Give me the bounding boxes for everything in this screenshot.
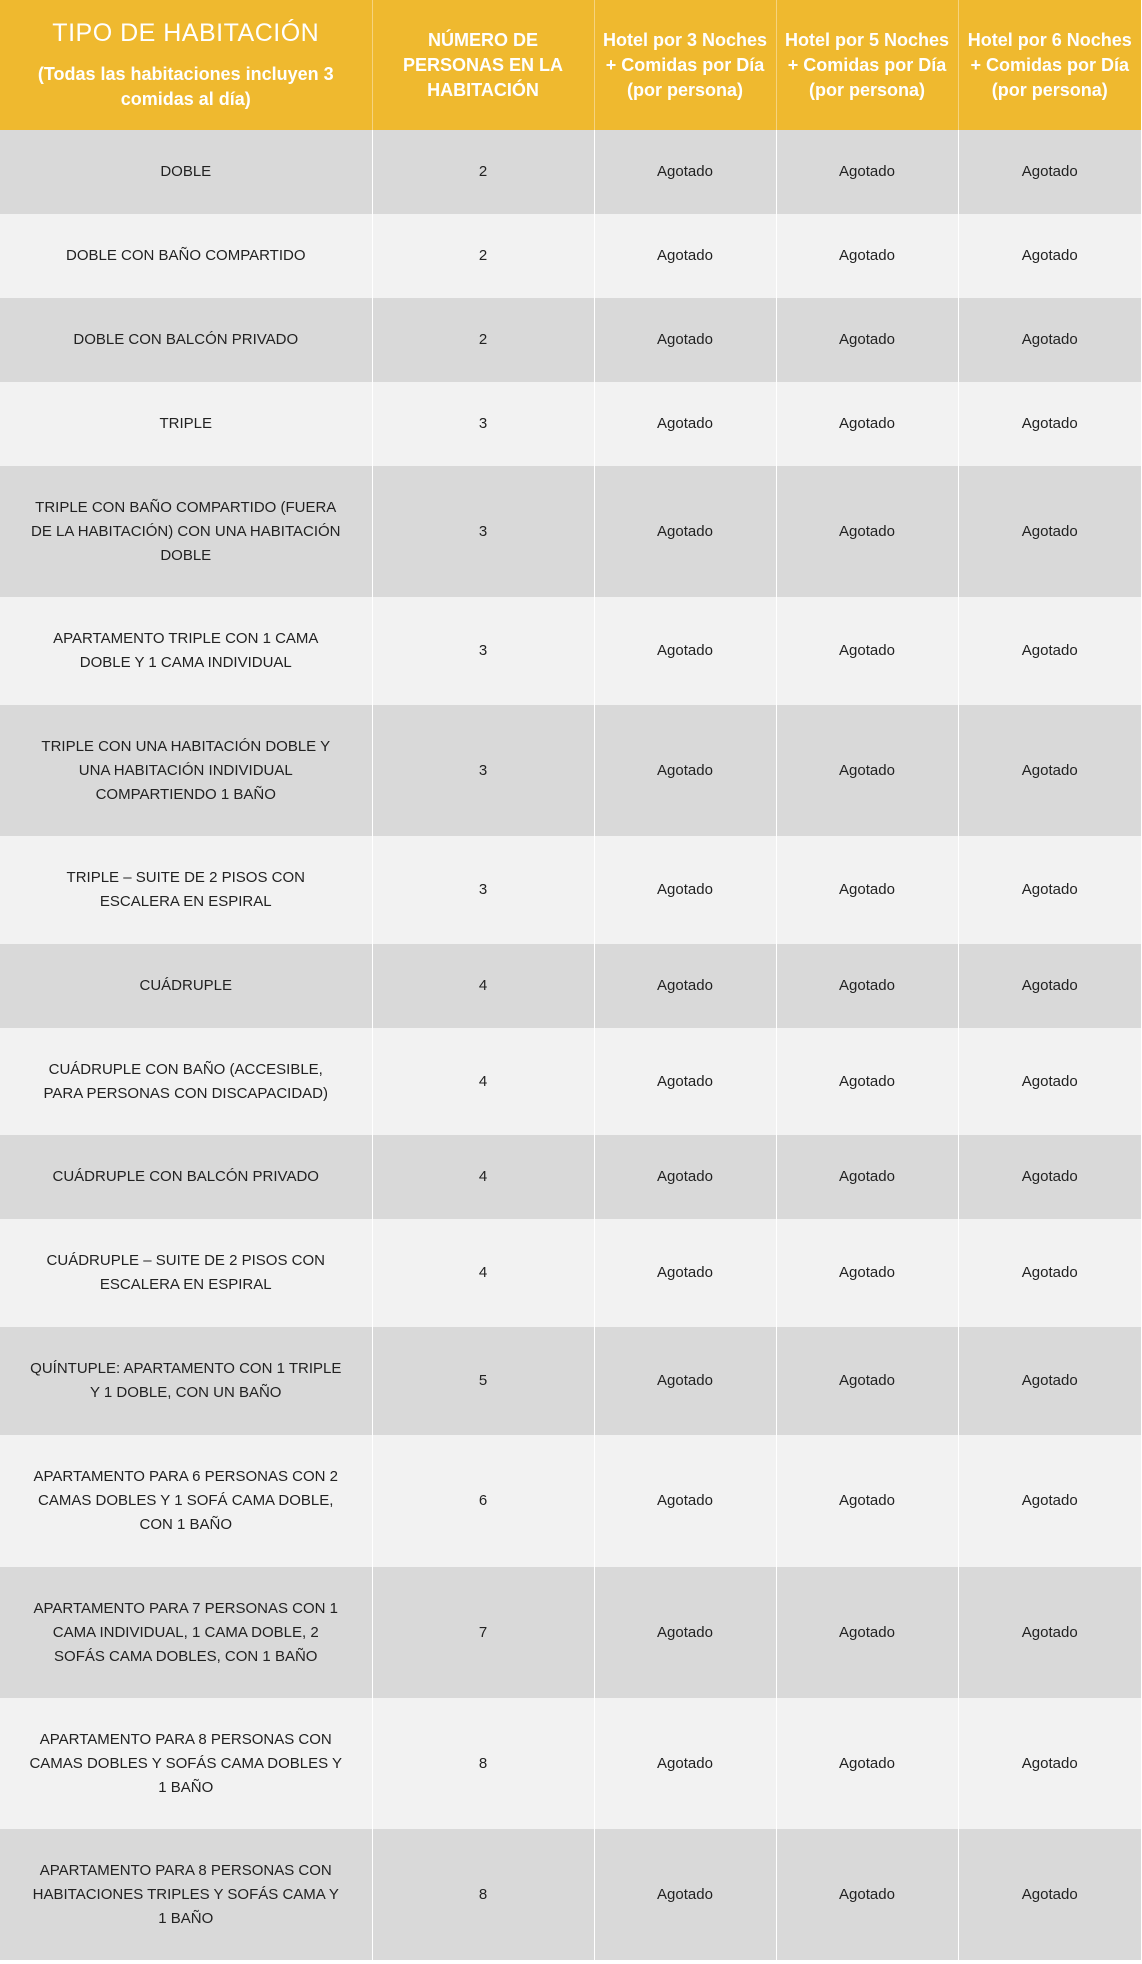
- price-6-nights-cell: Agotado: [958, 1135, 1141, 1219]
- room-type-cell: DOBLE CON BALCÓN PRIVADO: [0, 298, 372, 382]
- price-6-nights-cell: Agotado: [958, 836, 1141, 944]
- price-6-nights-cell: Agotado: [958, 1028, 1141, 1135]
- table-row: [0, 1219, 1141, 1327]
- persons-cell: 5: [372, 1327, 594, 1435]
- persons-cell: 3: [372, 466, 594, 597]
- persons-cell: 7: [372, 1567, 594, 1698]
- persons-cell: 8: [372, 1698, 594, 1829]
- price-3-nights-cell: Agotado: [594, 1135, 776, 1219]
- price-6-nights-cell: Agotado: [958, 1327, 1141, 1435]
- header-persons-label: NÚMERO DE PERSONAS EN LA HABITACIÓN: [402, 29, 564, 100]
- header-persons: [372, 0, 594, 130]
- table-row: [0, 1135, 1141, 1219]
- header-room-type-note: (Todas las habitaciones incluyen 3 comidas al día): [37, 64, 334, 109]
- price-3-nights-cell: Agotado: [594, 298, 776, 382]
- table-row: [0, 466, 1141, 597]
- price-3-nights-cell: Agotado: [594, 705, 776, 836]
- header-hotel-6-label: Hotel por 6 Noches + Comidas por Día (por persona): [967, 29, 1132, 100]
- room-type-cell: CUÁDRUPLE CON BAÑO (ACCESIBLE, PARA PERSONAS CON DISCAPACIDAD): [0, 1028, 372, 1135]
- price-3-nights-cell: Agotado: [594, 1435, 776, 1567]
- persons-cell: 3: [372, 836, 594, 944]
- price-3-nights-cell: Agotado: [594, 382, 776, 466]
- price-6-nights-cell: Agotado: [958, 944, 1141, 1028]
- price-3-nights-cell: Agotado: [594, 1698, 776, 1829]
- persons-cell: 3: [372, 705, 594, 836]
- room-type-cell: APARTAMENTO PARA 7 PERSONAS CON 1 CAMA INDIVIDUAL, 1 CAMA DOBLE, 2 SOFÁS CAMA DOBLES, CON 1 BAÑO: [0, 1567, 372, 1698]
- header-hotel-3-nights: [594, 0, 776, 130]
- price-3-nights-cell: Agotado: [594, 1327, 776, 1435]
- table-row: [0, 130, 1141, 214]
- price-5-nights-cell: Agotado: [776, 382, 958, 466]
- header-hotel-3-label: Hotel por 3 Noches + Comidas por Día (por persona): [602, 29, 768, 100]
- persons-cell: 2: [372, 298, 594, 382]
- price-6-nights-cell: Agotado: [958, 705, 1141, 836]
- price-3-nights-cell: Agotado: [594, 597, 776, 705]
- header-room-type-title: TIPO DE HABITACIÓN: [52, 19, 320, 47]
- price-5-nights-cell: Agotado: [776, 1135, 958, 1219]
- price-6-nights-cell: Agotado: [958, 382, 1141, 466]
- price-5-nights-cell: Agotado: [776, 1028, 958, 1135]
- price-5-nights-cell: Agotado: [776, 466, 958, 597]
- table-row: [0, 1327, 1141, 1435]
- room-type-cell: TRIPLE CON UNA HABITACIÓN DOBLE Y UNA HABITACIÓN INDIVIDUAL COMPARTIENDO 1 BAÑO: [0, 705, 372, 836]
- price-5-nights-cell: Agotado: [776, 1219, 958, 1327]
- price-6-nights-cell: Agotado: [958, 298, 1141, 382]
- table-row: [0, 382, 1141, 466]
- persons-cell: 4: [372, 1219, 594, 1327]
- room-type-cell: APARTAMENTO TRIPLE CON 1 CAMA DOBLE Y 1 CAMA INDIVIDUAL: [0, 597, 372, 705]
- table-body: [0, 130, 1141, 1960]
- price-6-nights-cell: Agotado: [958, 1829, 1141, 1960]
- persons-cell: 4: [372, 1135, 594, 1219]
- price-6-nights-cell: Agotado: [958, 597, 1141, 705]
- persons-cell: 4: [372, 944, 594, 1028]
- room-type-cell: APARTAMENTO PARA 8 PERSONAS CON CAMAS DOBLES Y SOFÁS CAMA DOBLES Y 1 BAÑO: [0, 1698, 372, 1829]
- price-5-nights-cell: Agotado: [776, 214, 958, 298]
- price-5-nights-cell: Agotado: [776, 944, 958, 1028]
- room-type-cell: DOBLE: [0, 130, 372, 214]
- room-type-cell: APARTAMENTO PARA 8 PERSONAS CON HABITACIONES TRIPLES Y SOFÁS CAMA Y 1 BAÑO: [0, 1829, 372, 1960]
- price-5-nights-cell: Agotado: [776, 1567, 958, 1698]
- price-5-nights-cell: Agotado: [776, 1829, 958, 1960]
- price-6-nights-cell: Agotado: [958, 214, 1141, 298]
- price-6-nights-cell: Agotado: [958, 1698, 1141, 1829]
- price-6-nights-cell: Agotado: [958, 1435, 1141, 1567]
- header-hotel-5-label: Hotel por 5 Noches + Comidas por Día (por persona): [784, 29, 950, 100]
- table-row: [0, 1028, 1141, 1135]
- price-6-nights-cell: Agotado: [958, 130, 1141, 214]
- persons-cell: 3: [372, 597, 594, 705]
- persons-cell: 3: [372, 382, 594, 466]
- price-5-nights-cell: Agotado: [776, 1327, 958, 1435]
- persons-cell: 2: [372, 130, 594, 214]
- table-row: [0, 298, 1141, 382]
- price-3-nights-cell: Agotado: [594, 214, 776, 298]
- price-6-nights-cell: Agotado: [958, 466, 1141, 597]
- room-type-cell: TRIPLE CON BAÑO COMPARTIDO (FUERA DE LA HABITACIÓN) CON UNA HABITACIÓN DOBLE: [0, 466, 372, 597]
- table-header: [0, 0, 1141, 130]
- price-5-nights-cell: Agotado: [776, 298, 958, 382]
- price-5-nights-cell: Agotado: [776, 130, 958, 214]
- room-type-cell: CUÁDRUPLE CON BALCÓN PRIVADO: [0, 1135, 372, 1219]
- price-5-nights-cell: Agotado: [776, 1435, 958, 1567]
- table-row: [0, 836, 1141, 944]
- price-5-nights-cell: Agotado: [776, 597, 958, 705]
- room-type-cell: CUÁDRUPLE – SUITE DE 2 PISOS CON ESCALERA EN ESPIRAL: [0, 1219, 372, 1327]
- table-row: [0, 705, 1141, 836]
- table-row: [0, 1829, 1141, 1960]
- table-row: [0, 1435, 1141, 1567]
- table-row: [0, 597, 1141, 705]
- table-row: [0, 1698, 1141, 1829]
- price-3-nights-cell: Agotado: [594, 1219, 776, 1327]
- table-row: [0, 214, 1141, 298]
- table-row: [0, 944, 1141, 1028]
- header-room-type: [0, 0, 372, 130]
- header-row: [0, 0, 1141, 130]
- room-type-cell: TRIPLE: [0, 382, 372, 466]
- persons-cell: 8: [372, 1829, 594, 1960]
- room-type-cell: QUÍNTUPLE: APARTAMENTO CON 1 TRIPLE Y 1 DOBLE, CON UN BAÑO: [0, 1327, 372, 1435]
- price-6-nights-cell: Agotado: [958, 1567, 1141, 1698]
- table-row: [0, 1567, 1141, 1698]
- price-3-nights-cell: Agotado: [594, 130, 776, 214]
- header-hotel-5-nights: [776, 0, 958, 130]
- persons-cell: 6: [372, 1435, 594, 1567]
- price-3-nights-cell: Agotado: [594, 1829, 776, 1960]
- price-3-nights-cell: Agotado: [594, 836, 776, 944]
- room-type-cell: TRIPLE – SUITE DE 2 PISOS CON ESCALERA EN ESPIRAL: [0, 836, 372, 944]
- persons-cell: 4: [372, 1028, 594, 1135]
- header-hotel-6-nights: [958, 0, 1141, 130]
- price-5-nights-cell: Agotado: [776, 836, 958, 944]
- price-3-nights-cell: Agotado: [594, 1567, 776, 1698]
- price-5-nights-cell: Agotado: [776, 1698, 958, 1829]
- room-type-cell: CUÁDRUPLE: [0, 944, 372, 1028]
- room-type-cell: APARTAMENTO PARA 6 PERSONAS CON 2 CAMAS DOBLES Y 1 SOFÁ CAMA DOBLE, CON 1 BAÑO: [0, 1435, 372, 1567]
- price-6-nights-cell: Agotado: [958, 1219, 1141, 1327]
- price-3-nights-cell: Agotado: [594, 1028, 776, 1135]
- price-5-nights-cell: Agotado: [776, 705, 958, 836]
- price-3-nights-cell: Agotado: [594, 944, 776, 1028]
- room-type-cell: DOBLE CON BAÑO COMPARTIDO: [0, 214, 372, 298]
- price-3-nights-cell: Agotado: [594, 466, 776, 597]
- persons-cell: 2: [372, 214, 594, 298]
